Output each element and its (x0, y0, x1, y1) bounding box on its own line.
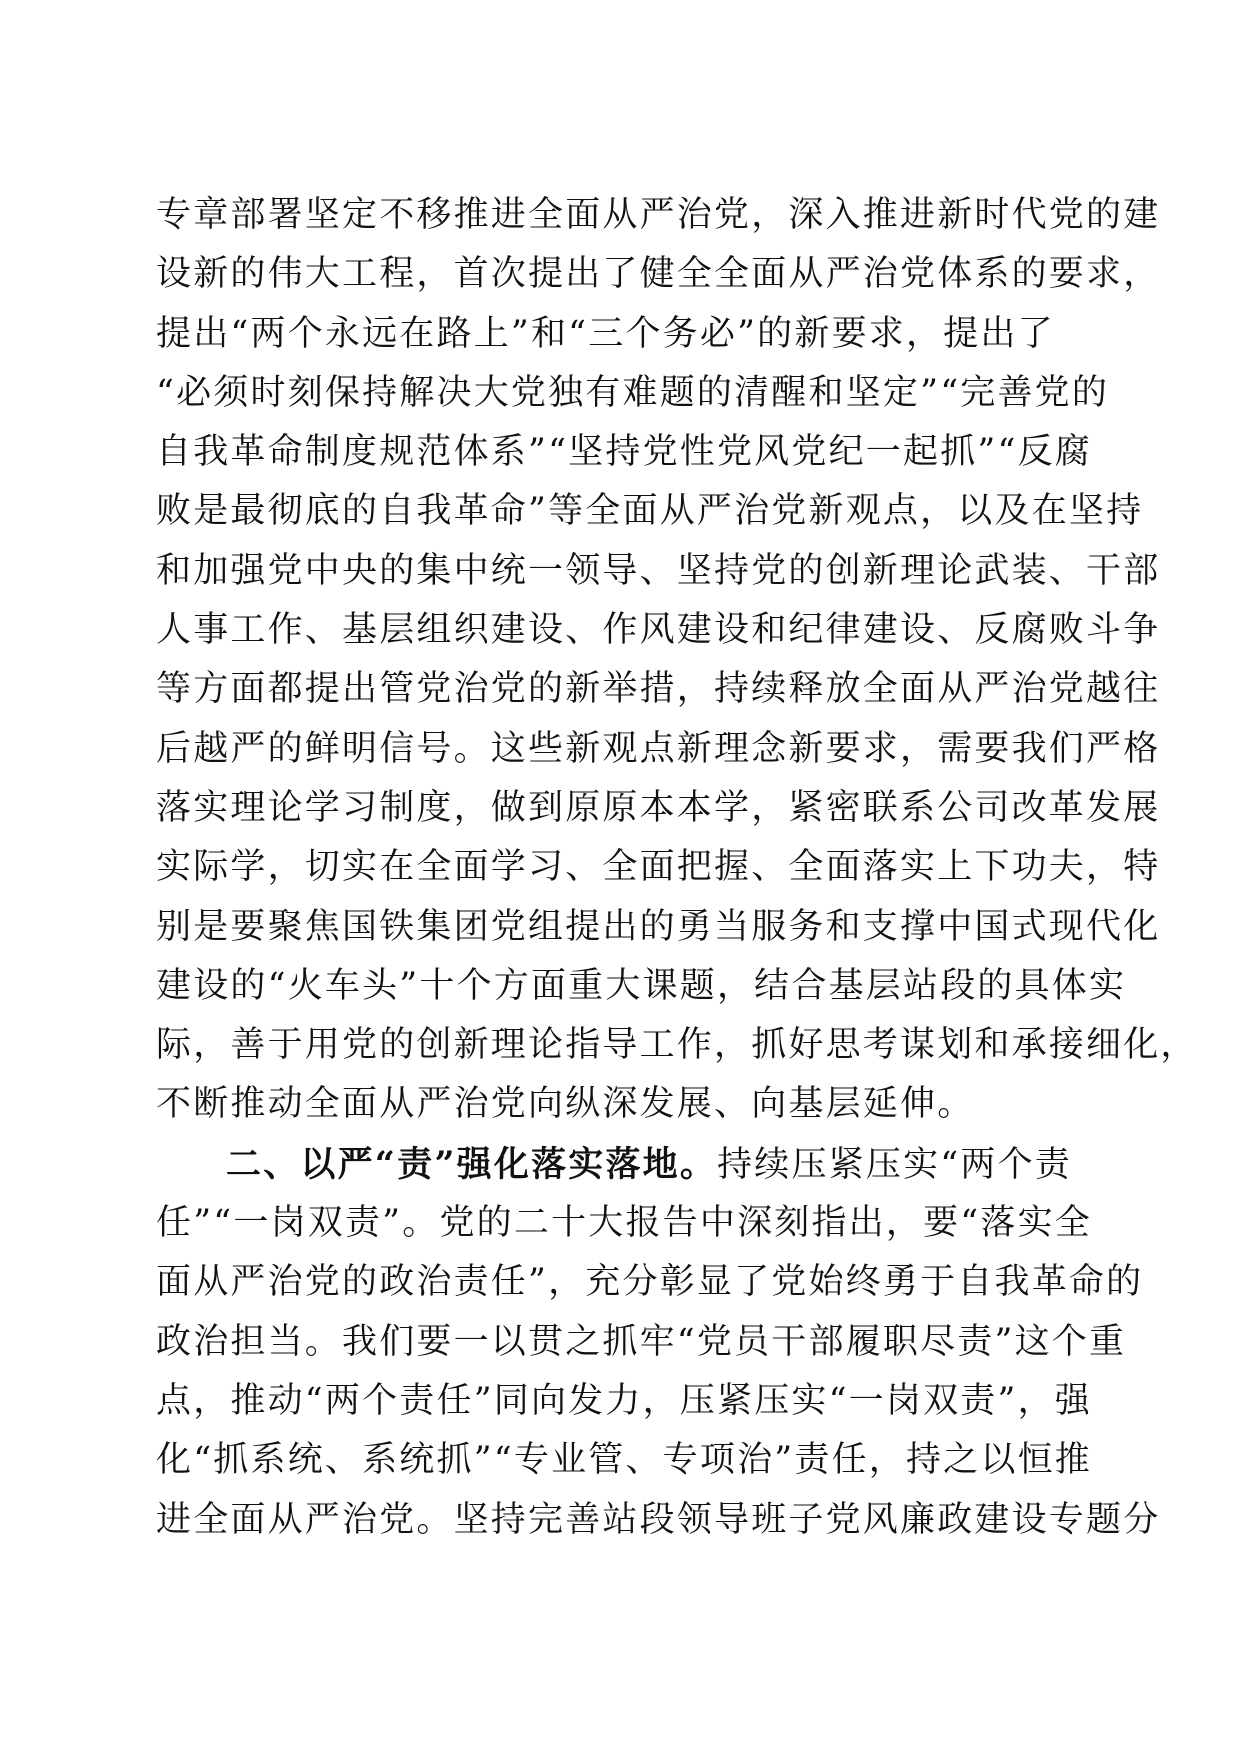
paragraph-2-first-line-text: 持续压紧压实“两个责 (717, 1144, 1072, 1185)
paragraph-1-line: 等方面都提出管党治党的新举措，持续释放全面从严治党越往 (156, 669, 1161, 710)
paragraph-1-line: 专章部署坚定不移推进全面从严治党，深入推进新时代党的建 (156, 195, 1161, 235)
paragraph-2-line: 政治担当。我们要一以贯之抓牢“党员干部履职尽责”这个重 (156, 1321, 1127, 1362)
paragraph-1-line: 设新的伟大工程，首次提出了健全全面从严治党体系的要求， (156, 254, 1161, 295)
paragraph-2-line: 任”“一岗双责”。党的二十大报告中深刻指出，要“落实全 (156, 1203, 1092, 1244)
paragraph-1-line: 败是最彻底的自我革命”等全面从严治党新观点，以及在坚持 (156, 491, 1144, 532)
section-heading: 二、以严“责”强化落实落地。 (226, 1143, 718, 1185)
paragraph-1-line: 和加强党中央的集中统一领导、坚持党的创新理论武装、干部 (156, 550, 1161, 591)
paragraph-1-line: 后越严的鲜明信号。这些新观点新理念新要求，需要我们严格 (156, 728, 1161, 769)
paragraph-1-line: 际，善于用党的创新理论指导工作，抓好思考谋划和承接细化， (156, 1025, 1198, 1066)
paragraph-1-line: 落实理论学习制度，做到原原本本学，紧密联系公司改革发展 (156, 787, 1161, 828)
paragraph-1-line: 不断推动全面从严治党向纵深发展、向基层延伸。 (156, 1084, 975, 1125)
paragraph-2-first-line (156, 1135, 1096, 1194)
paragraph-1-line: 人事工作、基层组织建设、作风建设和纪律建设、反腐败斗争 (156, 610, 1161, 651)
paragraph-1-line: 自我革命制度规范体系”“坚持党性党风党纪一起抓”“反腐 (156, 432, 1092, 473)
paragraph-2-line: 点，推动“两个责任”同向发力，压紧压实“一岗双责”，强 (156, 1380, 1092, 1421)
paragraph-2-line: 面从严治党的政治责任”，充分彰显了党始终勇于自我革命的 (156, 1262, 1144, 1303)
paragraph-2-line: 进全面从严治党。坚持完善站段领导班子党风廉政建设专题分 (156, 1499, 1161, 1540)
paragraph-1-line: 实际学，切实在全面学习、全面把握、全面落实上下功夫，特 (156, 847, 1161, 888)
paragraph-1-line: “必须时刻保持解决大党独有难题的清醒和坚定”“完善党的 (156, 372, 1110, 413)
paragraph-2-line: 化“抓系统、系统抓”“专业管、专项治”责任，持之以恒推 (156, 1440, 1092, 1481)
body-text (156, 186, 1198, 1550)
paragraph-1-line: 别是要聚焦国铁集团党组提出的勇当服务和支撑中国式现代化 (156, 906, 1161, 947)
paragraph-1-line: 建设的“火车头”十个方面重大课题，结合基层站段的具体实 (156, 965, 1127, 1006)
paragraph-1-line: 提出“两个永远在路上”和“三个务必”的新要求，提出了 (156, 313, 1055, 354)
